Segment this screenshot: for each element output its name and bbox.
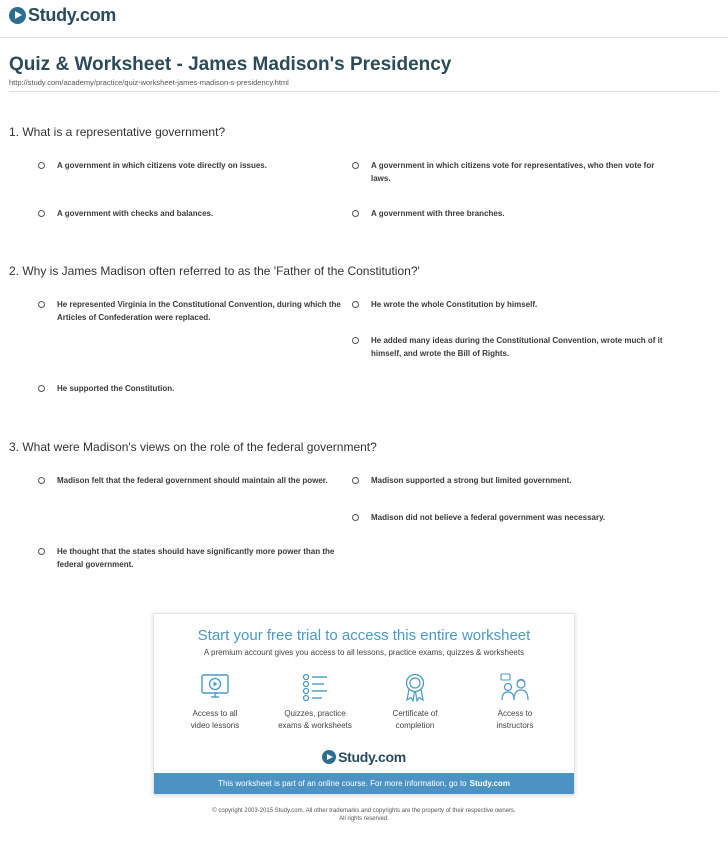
option-text: Madison supported a strong but limited government. — [371, 476, 572, 485]
logo-text: Study.com — [28, 4, 116, 25]
option-text: Madison felt that the federal government should maintain all the power. — [57, 476, 328, 485]
answer-option[interactable] — [38, 382, 357, 395]
promo-logo-text: Study.com — [338, 749, 406, 765]
option-text: He thought that the states should have significantly more power than the federal government. — [57, 547, 335, 569]
free-trial-promo — [153, 613, 575, 795]
radio-icon[interactable] — [38, 210, 45, 217]
option-text: Madison did not believe a federal government was necessary. — [371, 513, 606, 522]
answer-option[interactable] — [352, 159, 671, 185]
option-text: A government in which citizens vote for representatives, who then vote for laws. — [371, 161, 655, 183]
option-text: A government with checks and balances. — [57, 209, 214, 218]
option-text: He supported the Constitution. — [57, 384, 175, 393]
promo-bar-text: This worksheet is part of an online course. For more information, go to — [218, 779, 467, 788]
answer-option[interactable] — [38, 474, 357, 487]
video-lesson-icon — [200, 672, 230, 702]
radio-icon[interactable] — [352, 477, 359, 484]
radio-icon[interactable] — [352, 301, 359, 308]
radio-icon[interactable] — [38, 162, 45, 169]
promo-study-logo[interactable] — [154, 749, 574, 765]
page-title: Quiz & Worksheet - James Madison's Presidency — [9, 54, 452, 75]
feature-label: Access to all video lessons — [190, 709, 240, 730]
study-logo[interactable] — [9, 6, 116, 24]
radio-icon[interactable] — [38, 301, 45, 308]
feature-certificate — [365, 672, 465, 732]
radio-icon[interactable] — [352, 210, 359, 217]
answer-option[interactable] — [38, 545, 357, 571]
radio-icon[interactable] — [352, 162, 359, 169]
option-text: A government in which citizens vote directly on issues. — [57, 161, 267, 170]
promo-bar-link[interactable]: Study.com — [469, 779, 510, 788]
answer-option[interactable] — [352, 511, 671, 524]
feature-label: Quizzes, practice exams & worksheets — [278, 709, 352, 730]
question-3: 3. What were Madison's views on the role of the federal government? — [9, 440, 377, 454]
play-logo-icon — [322, 750, 336, 764]
certificate-icon — [400, 672, 430, 702]
play-logo-icon — [9, 7, 26, 24]
radio-icon[interactable] — [38, 385, 45, 392]
radio-icon[interactable] — [38, 477, 45, 484]
option-text: A government with three branches. — [371, 209, 505, 218]
answer-option[interactable] — [352, 298, 671, 311]
feature-quizzes — [265, 672, 365, 732]
radio-icon[interactable] — [352, 514, 359, 521]
option-text: He wrote the whole Constitution by himself. — [371, 300, 538, 309]
question-1: 1. What is a representative government? — [9, 125, 226, 139]
promo-info-bar — [154, 773, 574, 794]
feature-video-lessons — [165, 672, 265, 732]
radio-icon[interactable] — [38, 548, 45, 555]
header-divider — [0, 37, 728, 38]
title-divider — [9, 91, 719, 92]
feature-label: Access to instructors — [496, 709, 534, 730]
option-text: He represented Virginia in the Constitutional Convention, during which the Articles of Confederation were replaced. — [57, 300, 341, 322]
answer-option[interactable] — [38, 159, 357, 172]
answer-option[interactable] — [352, 207, 671, 220]
feature-instructors — [465, 672, 565, 732]
answer-option[interactable] — [352, 334, 671, 360]
promo-title[interactable]: Start your free trial to access this entire worksheet — [197, 627, 531, 644]
page-url[interactable]: http://study.com/academy/practice/quiz-worksheet-james-madison-s-presidency.html — [9, 78, 289, 87]
answer-option[interactable] — [38, 207, 357, 220]
promo-subtitle: A premium account gives you access to all lessons, practice exams, quizzes & worksheets — [203, 648, 525, 657]
answer-option[interactable] — [352, 474, 671, 487]
question-2: 2. Why is James Madison often referred to as the 'Father of the Constitution?' — [9, 264, 420, 278]
quiz-list-icon — [300, 672, 330, 702]
option-text: He added many ideas during the Constitutional Convention, wrote much of it himself, and wrote the Bill of Rights. — [371, 336, 663, 358]
answer-option[interactable] — [38, 298, 357, 324]
instructors-icon — [500, 672, 530, 702]
copyright-footer: © copyright 2003-2015 Study.com. All other trademarks and copyrights are the property of their respective owners. All rights reserved. — [212, 808, 516, 822]
radio-icon[interactable] — [352, 337, 359, 344]
feature-label: Certificate of completion — [392, 709, 438, 730]
